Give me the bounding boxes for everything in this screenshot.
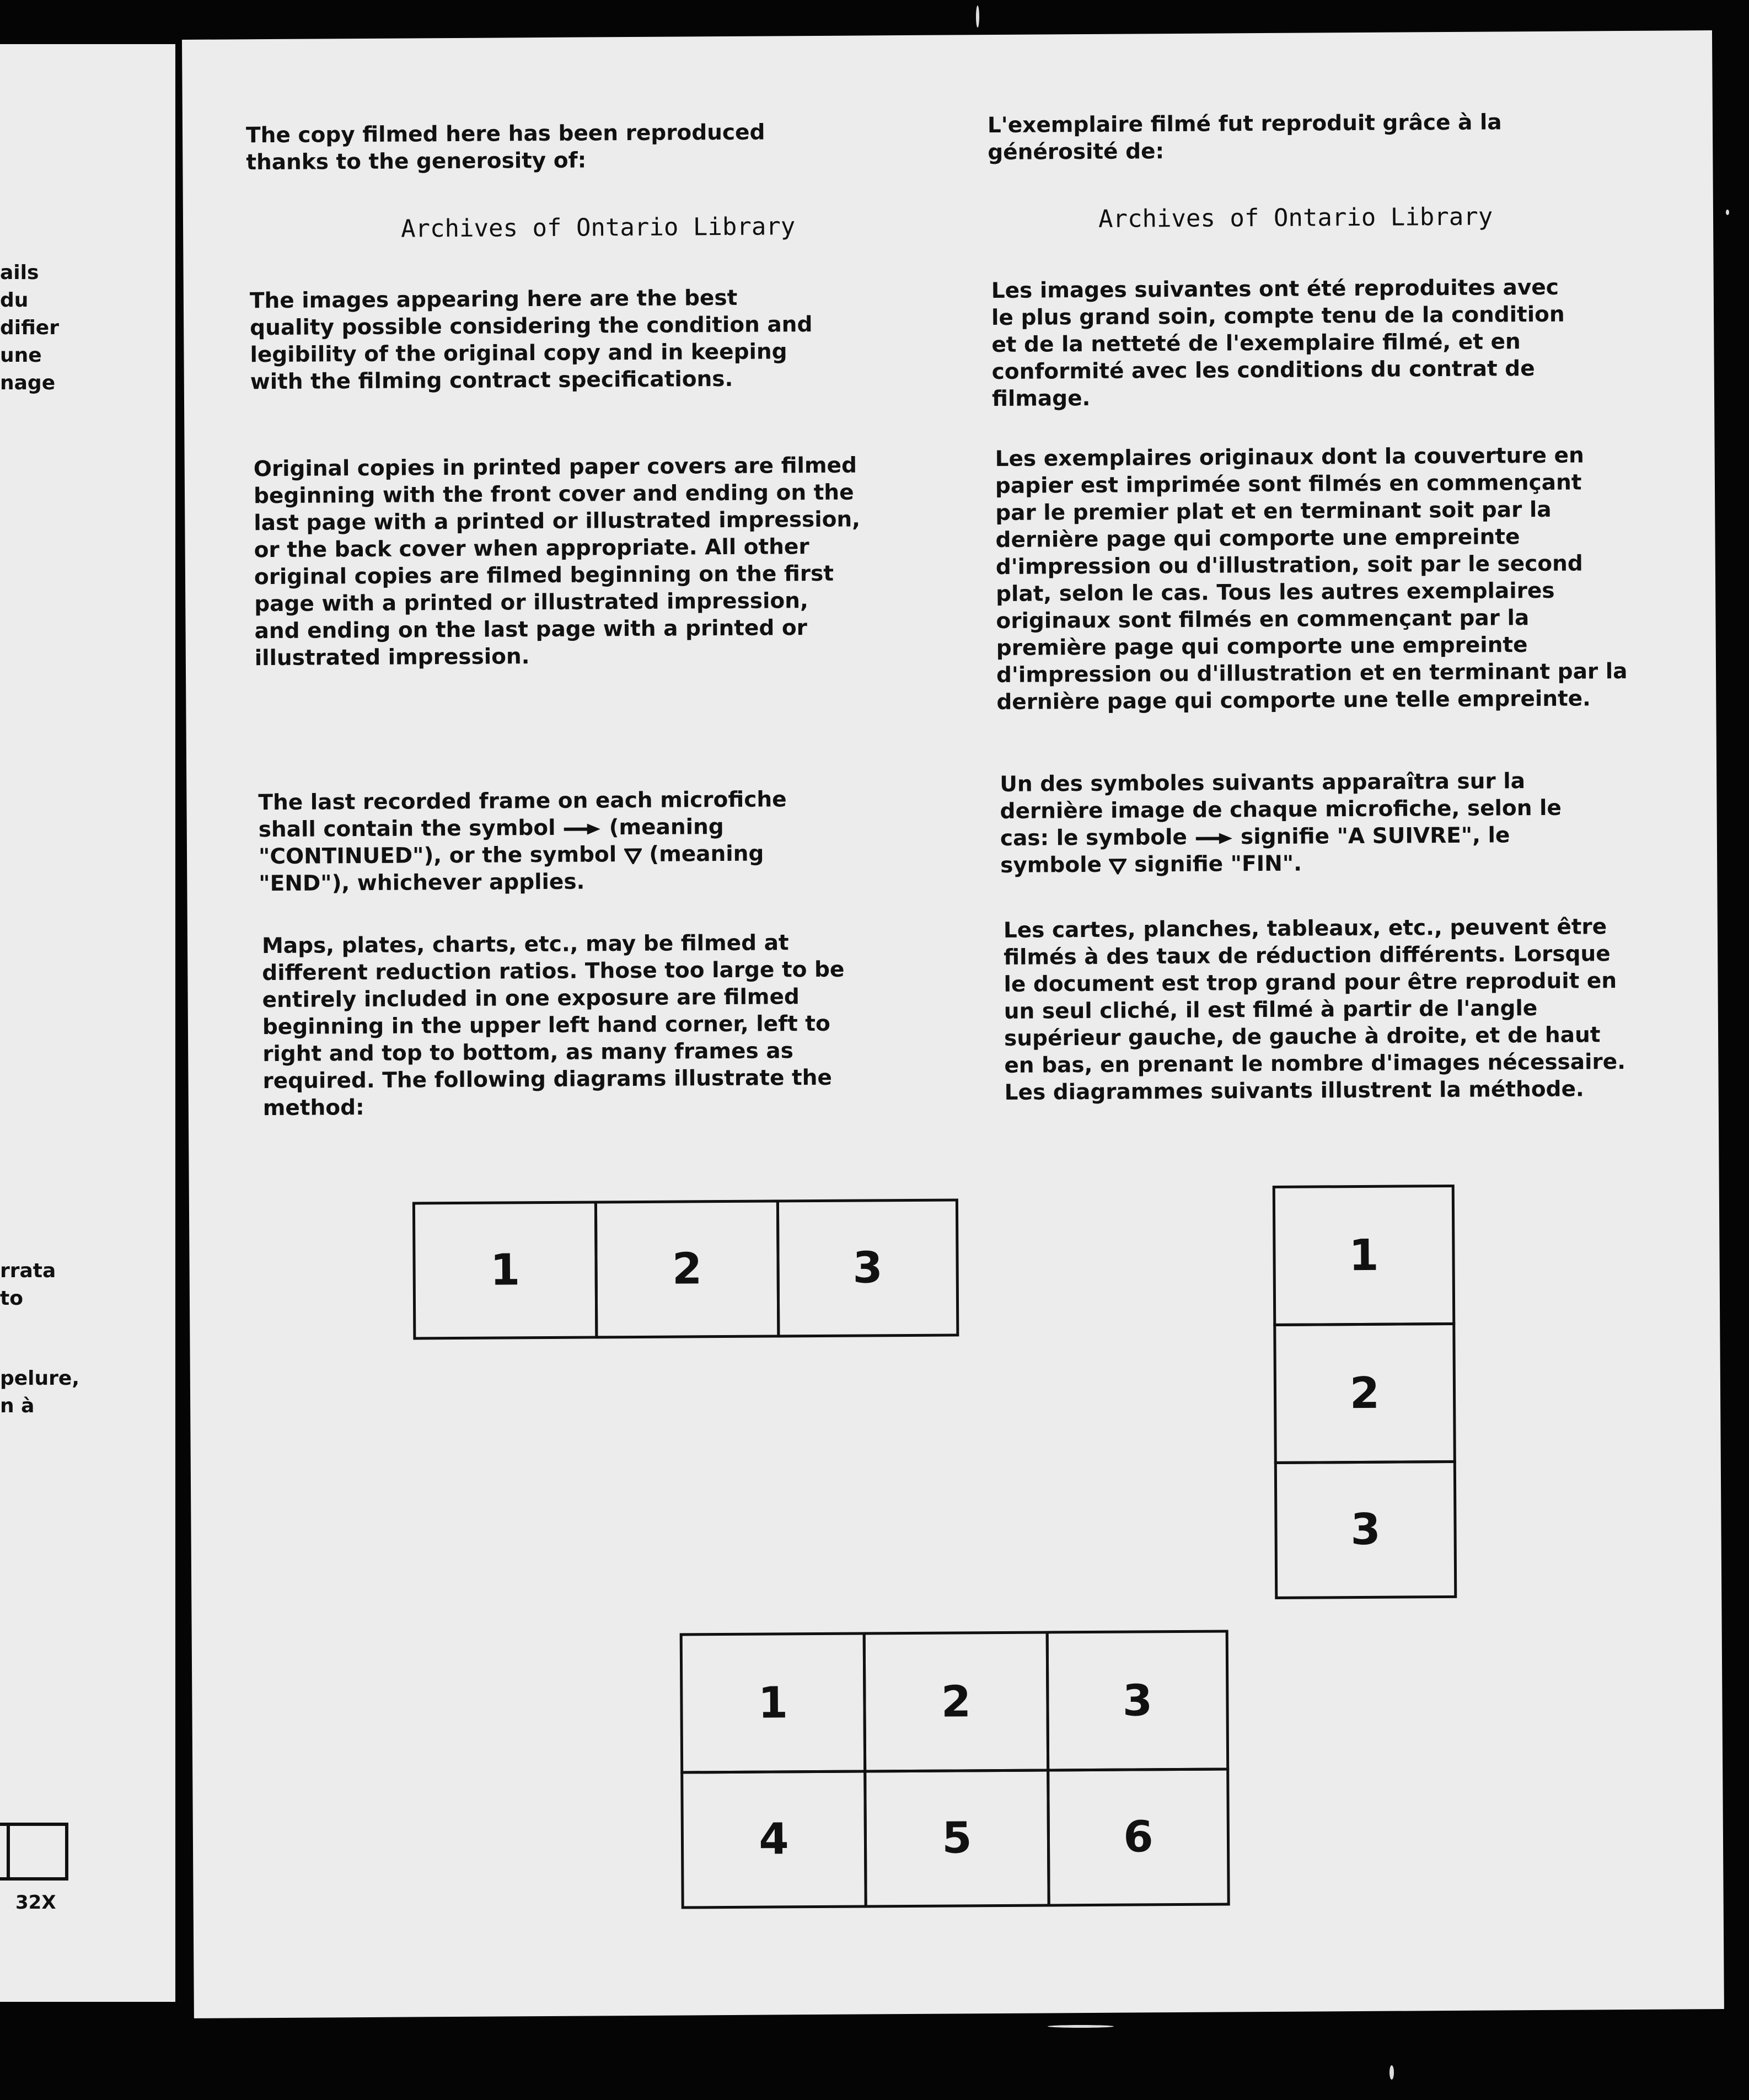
margin-fragment: to [0,1287,23,1310]
english-originals-paragraph: Original copies in printed paper covers are filmed beginning with the front cover and ending on the last page with a printed or illustrated impression, or the back cover when appropriate. All other original copies are filmed beginning on the first page with a printed or illustrated impression, and ending on the last page with a printed or illustrated impression. [253,453,861,671]
diagram-frame: 4 [680,1770,867,1909]
margin-fragment: du [0,289,29,312]
vertical-frame-diagram [1273,1185,1457,1599]
french-maps-paragraph: Les cartes, planches, tableaux, etc., peuvent être filmés à des taux de réduction différents. Lorsque le document est trop grand pour être reproduit en un seul cliché, il est filmé à partir de l'angle supérieur gauche, de gauche à droite, et de haut en bas, en prenant le nombre d'images nécessaire. Les diagrammes suivants illustrent la méthode. [1003,914,1626,1105]
diagram-frame: 5 [863,1769,1050,1908]
end-triangle-icon [624,847,642,864]
reduction-scale-label: 32X [15,1892,56,1914]
english-maps-paragraph: Maps, plates, charts, etc., may be filmed at different reduction ratios. Those too large to be entirely included in one exposure are filmed beginning in the upper left hand corner, left to right and top to bottom, as many frames as required. The following diagrams illustrate the method: [261,930,845,1121]
filming-notice-page [182,30,1724,2018]
french-library-name: Archives of Ontario Library [1098,202,1493,233]
margin-fragment: rrata [0,1260,56,1282]
french-images-paragraph: Les images suivantes ont été reproduites avec le plus grand soin, compte tenu de la condition et de la netteté de l'exemplaire filmé, et en conformité avec les conditions du contrat de filmage. [991,275,1565,412]
scan-speck [1726,210,1729,215]
french-frame-text-a: Un des symboles suivants apparaîtra sur la dernière image de chaque microfiche, selon le cas: le symbole [1000,769,1562,851]
end-triangle-icon [1109,858,1126,874]
scan-speck [976,6,979,28]
margin-fragment: une [0,344,42,367]
english-library-name: Archives of Ontario Library [400,212,796,243]
grid-frame-diagram [680,1630,1230,1909]
diagram-frame: 3 [1274,1460,1457,1599]
french-frame-text-b: signifie "A SUIVRE", le symbole [1000,823,1510,878]
english-frame-text-b: (meaning "CONTINUED"), or the symbol [258,815,724,870]
diagram-frame: 1 [680,1632,867,1774]
scan-speck [1389,2065,1394,2080]
english-frame-text-a: The last recorded frame on each microfiche shall contain the symbol [258,787,787,843]
continued-arrow-icon [563,822,602,836]
reduction-scale-box [0,1823,68,1881]
diagram-frame: 1 [1273,1185,1456,1326]
english-intro: The copy filmed here has been reproduced thanks to the generosity of: [245,120,765,175]
english-frame-paragraph [258,786,843,897]
adjacent-page-strip [0,44,175,2002]
english-frame-text-c: (meaning "END"), whichever applies. [259,841,764,897]
diagram-frame: 3 [776,1198,959,1337]
scan-speck [1048,2025,1114,2028]
french-frame-text-c: signifie "FIN". [1134,851,1302,877]
margin-fragment: difier [0,317,59,339]
margin-fragment: nage [0,372,56,394]
margin-fragment: pelure, [0,1367,79,1390]
english-images-paragraph: The images appearing here are the best quality possible considering the condition and legibility of the original copy and in keeping with the filming contract specifications. [249,285,813,395]
french-frame-paragraph [1000,767,1585,878]
diagram-frame: 6 [1047,1767,1230,1906]
diagram-frame: 2 [594,1199,780,1338]
diagram-frame: 3 [1046,1630,1230,1771]
horizontal-frame-diagram [412,1198,959,1340]
margin-fragment: ails [0,261,39,284]
continued-arrow-icon [1194,831,1233,845]
diagram-frame: 2 [1273,1322,1456,1464]
french-intro: L'exemplaire filmé fut reproduit grâce à la générosité de: [987,110,1502,165]
diagram-frame: 1 [412,1201,598,1340]
french-originals-paragraph: Les exemplaires originaux dont la couverture en papier est imprimée sont filmés en commençant par le premier plat et en terminant soit par la dernière page qui comporte une empreinte d'impression ou d'illustration, soit par le second plat, selon le cas. Tous les autres exemplaires originaux sont filmés en commençant par la première page qui comporte une empreinte d'impression ou d'illustration et en terminant par la dernière page qui comporte une telle empreinte. [995,443,1628,715]
margin-fragment: n à [0,1395,35,1417]
diagram-frame: 2 [863,1631,1050,1772]
